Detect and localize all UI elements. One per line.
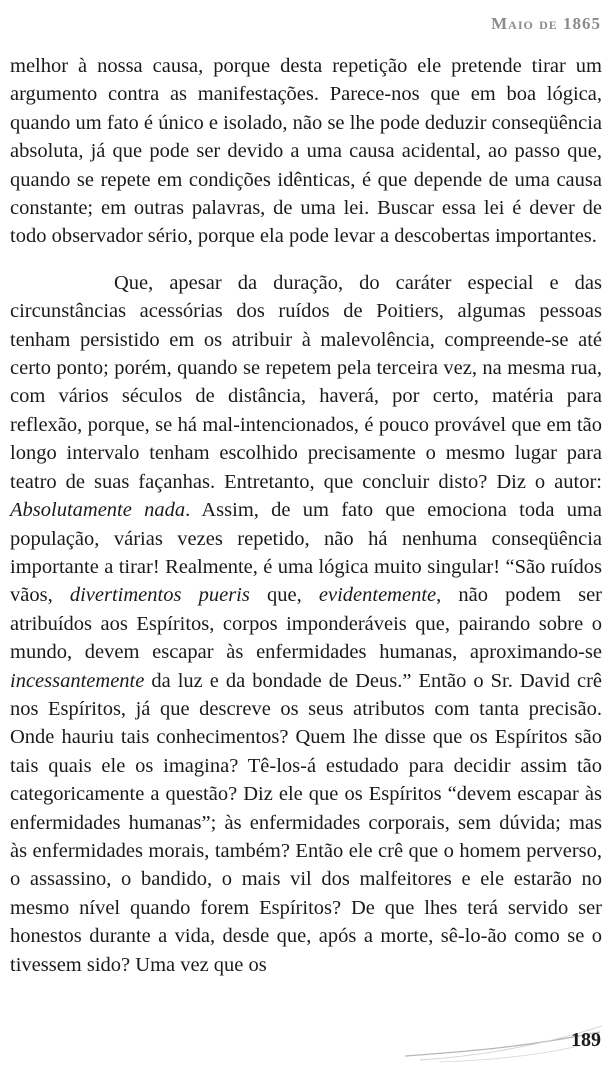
paragraph-2-text-3: que, [249, 584, 319, 607]
paragraph-1: melhor à nossa causa, porque desta repetição ele pretende tirar um argumento contra as manifestações. Parece-nos que em boa lógica, quando um fato é único e isolado, não se lhe pode deduzir conseqüência absoluta, já que pode ser devido a uma causa acidental, ao passo que, quando se repete em condições idênticas, é que depende de uma causa constante; em outras palavras, de uma lei. Buscar essa lei é dever de todo observador sério, porque ela pode levar a descobertas importantes. [10, 55, 602, 248]
italic-phrase-absolutamente-nada: Absolutamente nada [10, 499, 186, 522]
italic-phrase-divertimentos-pueris: divertimentos pueris [69, 584, 250, 607]
paragraph-2-text-5: da luz e da bondade de Deus.” Então o Sr. David crê nos Espíritos, já que descreve os seus atributos com tanta precisão. Onde hauriu tais conhecimentos? Quem lhe disse que os Espíritos são tais quais ele os imagina? Tê-los-á estudado para decidir assim tão categoricamente a questão? Diz ele que os Espíritos “devem escapar às enfermidades humanas”; às enfermidades corporais, sem dúvida; mas às enfermidades morais, também? Então ele crê que o homem perverso, o assassino, o bandido, o mais vil dos malfeitores e ele estarão no mesmo nível quando forem Espíritos? De que lhes terá servido ser honestos durante a vida, desde que, após a morte, sê-lo-ão como se o tivessem sido? Uma vez que os [10, 669, 602, 976]
italic-word-incessantemente: incessantemente [10, 669, 145, 692]
paragraph-2-text-1: Que, apesar da duração, do caráter especial e das circunstâncias acessórias dos ruídos de Poitiers, algumas pessoas tenham persistido em os atribuir à malevolência, compreende-se até certo ponto; porém, quando se repetem pela terceira vez, na mesma rua, com vários séculos de distância, haverá, por certo, matéria para reflexão, porque, se há mal-intencionados, é pouco provável que em tão longo intervalo tenham escolhido precisamente o mesmo lugar para teatro de suas façanhas. Entretanto, que concluir disto? Diz o autor: [10, 271, 602, 493]
paragraph-2 [10, 269, 602, 979]
paragraph-2-text-2: . Assim, de um fato que emociona toda uma população, várias vezes repetido, não há nenhuma conseqüência importante a tirar! Realmente, é uma lógica muito singular! “São ruídos vãos, [10, 499, 603, 607]
page-body [10, 52, 602, 979]
running-header: Maio de 1865 [491, 14, 601, 33]
paragraph-2-text-4: , não podem ser atribuídos aos Espíritos, corpos imponderáveis que, pairando sobre o mundo, devem escapar às enfermidades humanas, aproximando-se [10, 584, 603, 664]
page-number: 189 [571, 1029, 601, 1051]
italic-word-evidentemente: evidentemente [318, 584, 437, 607]
